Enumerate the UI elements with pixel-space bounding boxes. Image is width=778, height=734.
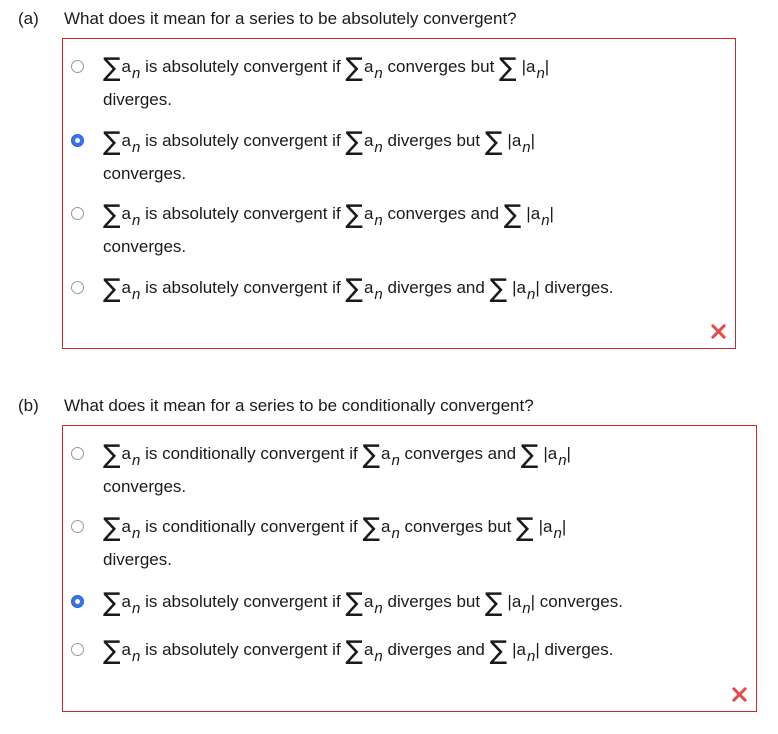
- sigma-icon: ∑: [103, 513, 121, 543]
- option-expression: [103, 53, 549, 81]
- sigma-icon: ∑: [103, 440, 121, 470]
- sigma-icon: ∑: [516, 513, 534, 543]
- sigma-icon: ∑: [103, 274, 121, 304]
- option-text: is absolutely convergent if: [145, 57, 341, 76]
- option-text: diverges and: [387, 278, 485, 297]
- term-a: a: [363, 592, 374, 611]
- subscript-n: n: [536, 65, 545, 82]
- radio-button[interactable]: [71, 643, 84, 656]
- option-text: diverges.: [544, 640, 614, 659]
- sigma-icon: ∑: [489, 274, 508, 304]
- option-continuation: converges.: [103, 477, 187, 496]
- option-expression: [103, 588, 623, 616]
- option-text: converges and: [404, 444, 517, 463]
- subscript-n: n: [374, 65, 383, 82]
- sigma-icon: ∑: [345, 127, 363, 157]
- option-text: is absolutely convergent if: [145, 640, 341, 659]
- sigma-icon: ∑: [103, 636, 121, 666]
- option-expression: [103, 513, 566, 541]
- term-a: a: [121, 592, 131, 611]
- option-continuation: diverges.: [103, 90, 172, 109]
- option-continuation: converges.: [103, 164, 187, 183]
- abs-bar: |: [512, 278, 517, 297]
- subscript-n: n: [527, 286, 536, 303]
- sigma-icon: ∑: [499, 53, 517, 83]
- option-text: is absolutely convergent if: [145, 278, 341, 297]
- subscript-n: n: [522, 139, 531, 156]
- radio-button-selected[interactable]: [71, 134, 84, 147]
- option-text: is absolutely convergent if: [145, 131, 341, 150]
- abs-bar: |: [530, 592, 536, 611]
- answer-box: [62, 38, 736, 349]
- sigma-icon: ∑: [520, 440, 539, 470]
- sigma-icon: ∑: [362, 513, 380, 543]
- subscript-n: n: [132, 139, 141, 156]
- radio-button-selected[interactable]: [71, 595, 84, 608]
- x-mark-icon: [710, 323, 726, 339]
- option-text: diverges but: [387, 131, 481, 150]
- term-a: a: [380, 444, 391, 463]
- sigma-icon: ∑: [103, 200, 121, 230]
- abs-bar: |: [535, 278, 540, 297]
- sigma-icon: ∑: [103, 588, 121, 618]
- subscript-n: n: [541, 212, 550, 229]
- term-a: a: [547, 444, 558, 463]
- sigma-icon: ∑: [345, 53, 363, 83]
- term-a: a: [530, 204, 541, 223]
- sigma-icon: ∑: [345, 274, 363, 304]
- subscript-n: n: [374, 286, 383, 303]
- abs-bar: |: [507, 592, 512, 611]
- term-a: a: [121, 517, 131, 536]
- abs-bar: |: [512, 640, 517, 659]
- abs-bar: |: [538, 517, 543, 536]
- option-text: is absolutely convergent if: [145, 204, 341, 223]
- subscript-n: n: [132, 600, 141, 617]
- option-expression: [103, 127, 535, 155]
- term-a: a: [363, 640, 374, 659]
- sigma-icon: ∑: [103, 127, 121, 157]
- abs-bar: |: [535, 640, 540, 659]
- subscript-n: n: [558, 452, 567, 469]
- subscript-n: n: [522, 600, 531, 617]
- subscript-n: n: [374, 139, 383, 156]
- option-text: diverges and: [387, 640, 485, 659]
- abs-bar: |: [526, 204, 531, 223]
- option-continuation: diverges.: [103, 550, 172, 569]
- answer-box: [62, 425, 757, 712]
- option-text: is absolutely convergent if: [145, 592, 341, 611]
- option-expression: [103, 274, 613, 302]
- subscript-n: n: [374, 212, 383, 229]
- sigma-icon: ∑: [503, 200, 522, 230]
- radio-button[interactable]: [71, 207, 84, 220]
- sigma-icon: ∑: [103, 53, 121, 83]
- sigma-icon: ∑: [345, 200, 363, 230]
- subscript-n: n: [132, 212, 141, 229]
- question-letter: (a): [18, 9, 39, 28]
- term-a: a: [121, 444, 131, 463]
- option-expression: [103, 440, 571, 468]
- sigma-icon: ∑: [362, 440, 380, 470]
- term-a: a: [363, 278, 374, 297]
- subscript-n: n: [391, 452, 400, 469]
- term-a: a: [380, 517, 391, 536]
- option-text: converges but: [387, 57, 495, 76]
- term-a: a: [121, 57, 131, 76]
- question-letter: (b): [18, 396, 39, 415]
- abs-bar: |: [566, 444, 571, 463]
- subscript-n: n: [374, 648, 383, 665]
- option-text: diverges but: [387, 592, 481, 611]
- sigma-icon: ∑: [484, 127, 503, 157]
- abs-bar: |: [561, 517, 567, 536]
- option-text: is conditionally convergent if: [145, 517, 358, 536]
- sigma-icon: ∑: [489, 636, 508, 666]
- subscript-n: n: [391, 525, 400, 542]
- term-a: a: [121, 131, 131, 150]
- option-text: diverges.: [544, 278, 614, 297]
- term-a: a: [363, 204, 374, 223]
- radio-button[interactable]: [71, 281, 84, 294]
- option-continuation: converges.: [103, 237, 187, 256]
- sigma-icon: ∑: [345, 588, 363, 618]
- radio-button[interactable]: [71, 447, 84, 460]
- term-a: a: [121, 640, 131, 659]
- term-a: a: [543, 517, 553, 536]
- option-expression: [103, 200, 554, 228]
- subscript-n: n: [527, 648, 536, 665]
- abs-bar: |: [521, 57, 526, 76]
- subscript-n: n: [132, 648, 141, 665]
- subscript-n: n: [132, 452, 141, 469]
- question-header: [18, 9, 517, 29]
- term-a: a: [363, 57, 374, 76]
- option-text: is conditionally convergent if: [145, 444, 358, 463]
- question-header: [18, 396, 534, 416]
- radio-button[interactable]: [71, 520, 84, 533]
- subscript-n: n: [132, 525, 141, 542]
- subscript-n: n: [374, 600, 383, 617]
- term-a: a: [516, 640, 526, 659]
- term-a: a: [516, 278, 526, 297]
- option-text: converges.: [539, 592, 623, 611]
- subscript-n: n: [132, 65, 141, 82]
- radio-button[interactable]: [71, 60, 84, 73]
- subscript-n: n: [132, 286, 141, 303]
- term-a: a: [511, 592, 522, 611]
- term-a: a: [121, 204, 131, 223]
- x-mark-icon: [731, 686, 747, 702]
- term-a: a: [525, 57, 536, 76]
- sigma-icon: ∑: [484, 588, 503, 618]
- abs-bar: |: [544, 57, 550, 76]
- subscript-n: n: [553, 525, 562, 542]
- option-expression: [103, 636, 613, 664]
- abs-bar: |: [530, 131, 536, 150]
- term-a: a: [511, 131, 522, 150]
- abs-bar: |: [543, 444, 548, 463]
- abs-bar: |: [507, 131, 512, 150]
- term-a: a: [363, 131, 374, 150]
- term-a: a: [121, 278, 131, 297]
- question-prompt: What does it mean for a series to be absolutely convergent?: [64, 9, 517, 28]
- question-prompt: What does it mean for a series to be conditionally convergent?: [64, 396, 534, 415]
- option-text: converges but: [404, 517, 512, 536]
- option-text: converges and: [387, 204, 500, 223]
- sigma-icon: ∑: [345, 636, 363, 666]
- abs-bar: |: [549, 204, 554, 223]
